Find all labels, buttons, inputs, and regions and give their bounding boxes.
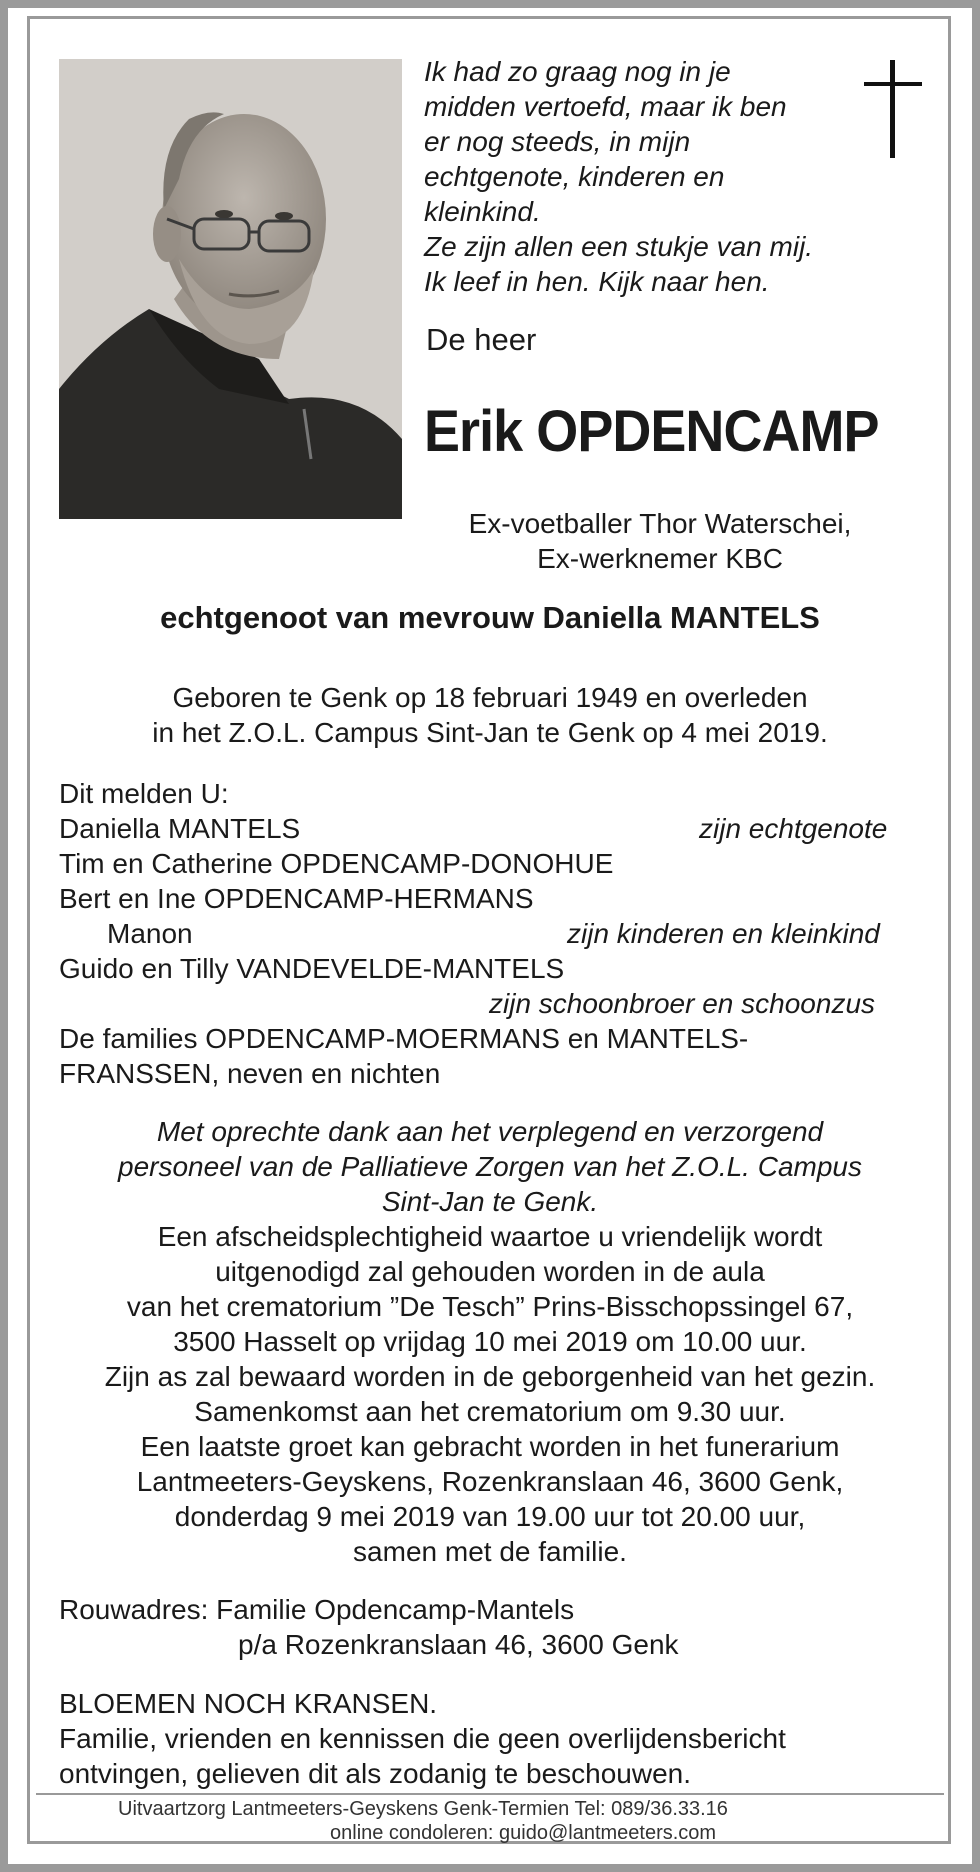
latin-cross-icon — [864, 60, 922, 160]
ceremony-line: Zijn as zal bewaard worden in de geborgenheid van het gezin. — [104, 1361, 876, 1392]
mourner-row — [59, 1021, 921, 1056]
mourner-row — [59, 881, 921, 916]
poem-line: Ze zijn allen een stukje van mij. — [424, 231, 814, 262]
flowers-line: Familie, vrienden en kennissen die geen overlijdensbericht — [59, 1723, 786, 1754]
portrait-illustration — [59, 59, 402, 519]
mourner-name: Guido en Tilly VANDEVELDE-MANTELS — [59, 953, 565, 984]
thanks-and-ceremony — [40, 1114, 940, 1569]
ceremony-line: uitgenodigd zal gehouden worden in de aula — [215, 1256, 765, 1287]
description — [420, 506, 900, 576]
thanks-line: Met oprechte dank aan het verplegend en verzorgend — [156, 1116, 824, 1147]
ceremony-line: Een afscheidsplechtigheid waartoe u vriendelijk wordt — [157, 1221, 823, 1252]
mourner-relation: zijn schoonbroer en schoonzus — [489, 988, 876, 1019]
poem-line: er nog steeds, in mijn — [424, 126, 691, 157]
ceremony-line: donderdag 9 mei 2019 van 19.00 uur tot 20.00 uur, — [174, 1501, 806, 1532]
mourner-row — [59, 811, 921, 846]
description-line: Ex-voetballer Thor Waterschei, — [468, 508, 852, 539]
mourning-address-line: p/a Rozenkranslaan 46, 3600 Genk — [238, 1629, 679, 1660]
flowers-notice — [59, 1686, 786, 1791]
thanks-line: personeel van de Palliatieve Zorgen van het Z.O.L. Campus — [118, 1151, 862, 1182]
footer-condolence: online condoleren: guido@lantmeeters.com — [330, 1822, 717, 1844]
mourners-intro: Dit melden U: — [59, 778, 229, 809]
mourners-list — [59, 776, 921, 1091]
thanks-line: Sint-Jan te Genk. — [381, 1186, 599, 1217]
mourner-row — [59, 846, 921, 881]
poem — [424, 54, 844, 299]
mourning-address — [59, 1592, 679, 1662]
deceased-name: Erik OPDENCAMP — [424, 399, 879, 464]
footer-funeral-home: Uitvaartzorg Lantmeeters-Geyskens Genk-Termien Tel: 089/36.33.16 — [118, 1798, 728, 1820]
poem-line: midden vertoefd, maar ik ben — [424, 91, 787, 122]
mourner-row — [59, 1056, 921, 1091]
mourner-name: Manon — [107, 918, 193, 949]
poem-line: echtgenote, kinderen en — [424, 161, 725, 192]
ceremony-line: Samenkomst aan het crematorium om 9.30 uur. — [194, 1396, 786, 1427]
birth-death-line: in het Z.O.L. Campus Sint-Jan te Genk op 4 mei 2019. — [152, 717, 828, 748]
mourner-name: FRANSSEN, neven en nichten — [59, 1058, 441, 1089]
mourner-name: De families OPDENCAMP-MOERMANS en MANTELS- — [59, 1023, 749, 1054]
mourner-row — [59, 951, 921, 986]
title-prefix: De heer — [426, 322, 537, 357]
spouse-line: echtgenoot van mevrouw Daniella MANTELS — [160, 600, 820, 635]
mourner-row — [59, 916, 921, 951]
ceremony-line: samen met de familie. — [353, 1536, 627, 1567]
birth-death-line: Geboren te Genk op 18 februari 1949 en overleden — [172, 682, 808, 713]
poem-line: kleinkind. — [424, 196, 541, 227]
mourner-relation: zijn kinderen en kleinkind — [567, 918, 880, 949]
ceremony-line: Lantmeeters-Geyskens, Rozenkranslaan 46, 3600 Genk, — [136, 1466, 844, 1497]
flowers-line: BLOEMEN NOCH KRANSEN. — [59, 1688, 438, 1719]
ceremony-line: van het crematorium ”De Tesch” Prins-Bisschopssingel 67, — [126, 1291, 854, 1322]
ceremony-line: 3500 Hasselt op vrijdag 10 mei 2019 om 10.00 uur. — [173, 1326, 807, 1357]
footer-divider — [36, 1793, 944, 1795]
ceremony-line: Een laatste groet kan gebracht worden in het funerarium — [140, 1431, 840, 1462]
poem-line: Ik had zo graag nog in je — [424, 56, 731, 87]
poem-line: Ik leef in hen. Kijk naar hen. — [424, 266, 770, 297]
mourner-name: Daniella MANTELS — [59, 813, 301, 844]
mourning-address-line: Rouwadres: Familie Opdencamp-Mantels — [59, 1594, 575, 1625]
mourner-relation: zijn echtgenote — [699, 813, 888, 844]
description-line: Ex-werknemer KBC — [537, 543, 783, 574]
birth-death — [59, 680, 921, 750]
portrait-photo — [59, 59, 402, 519]
mourner-row — [59, 986, 921, 1021]
mourner-name: Bert en Ine OPDENCAMP-HERMANS — [59, 883, 534, 914]
flowers-line: ontvingen, gelieven dit als zodanig te beschouwen. — [59, 1758, 691, 1789]
mourner-name: Tim en Catherine OPDENCAMP-DONOHUE — [59, 848, 614, 879]
